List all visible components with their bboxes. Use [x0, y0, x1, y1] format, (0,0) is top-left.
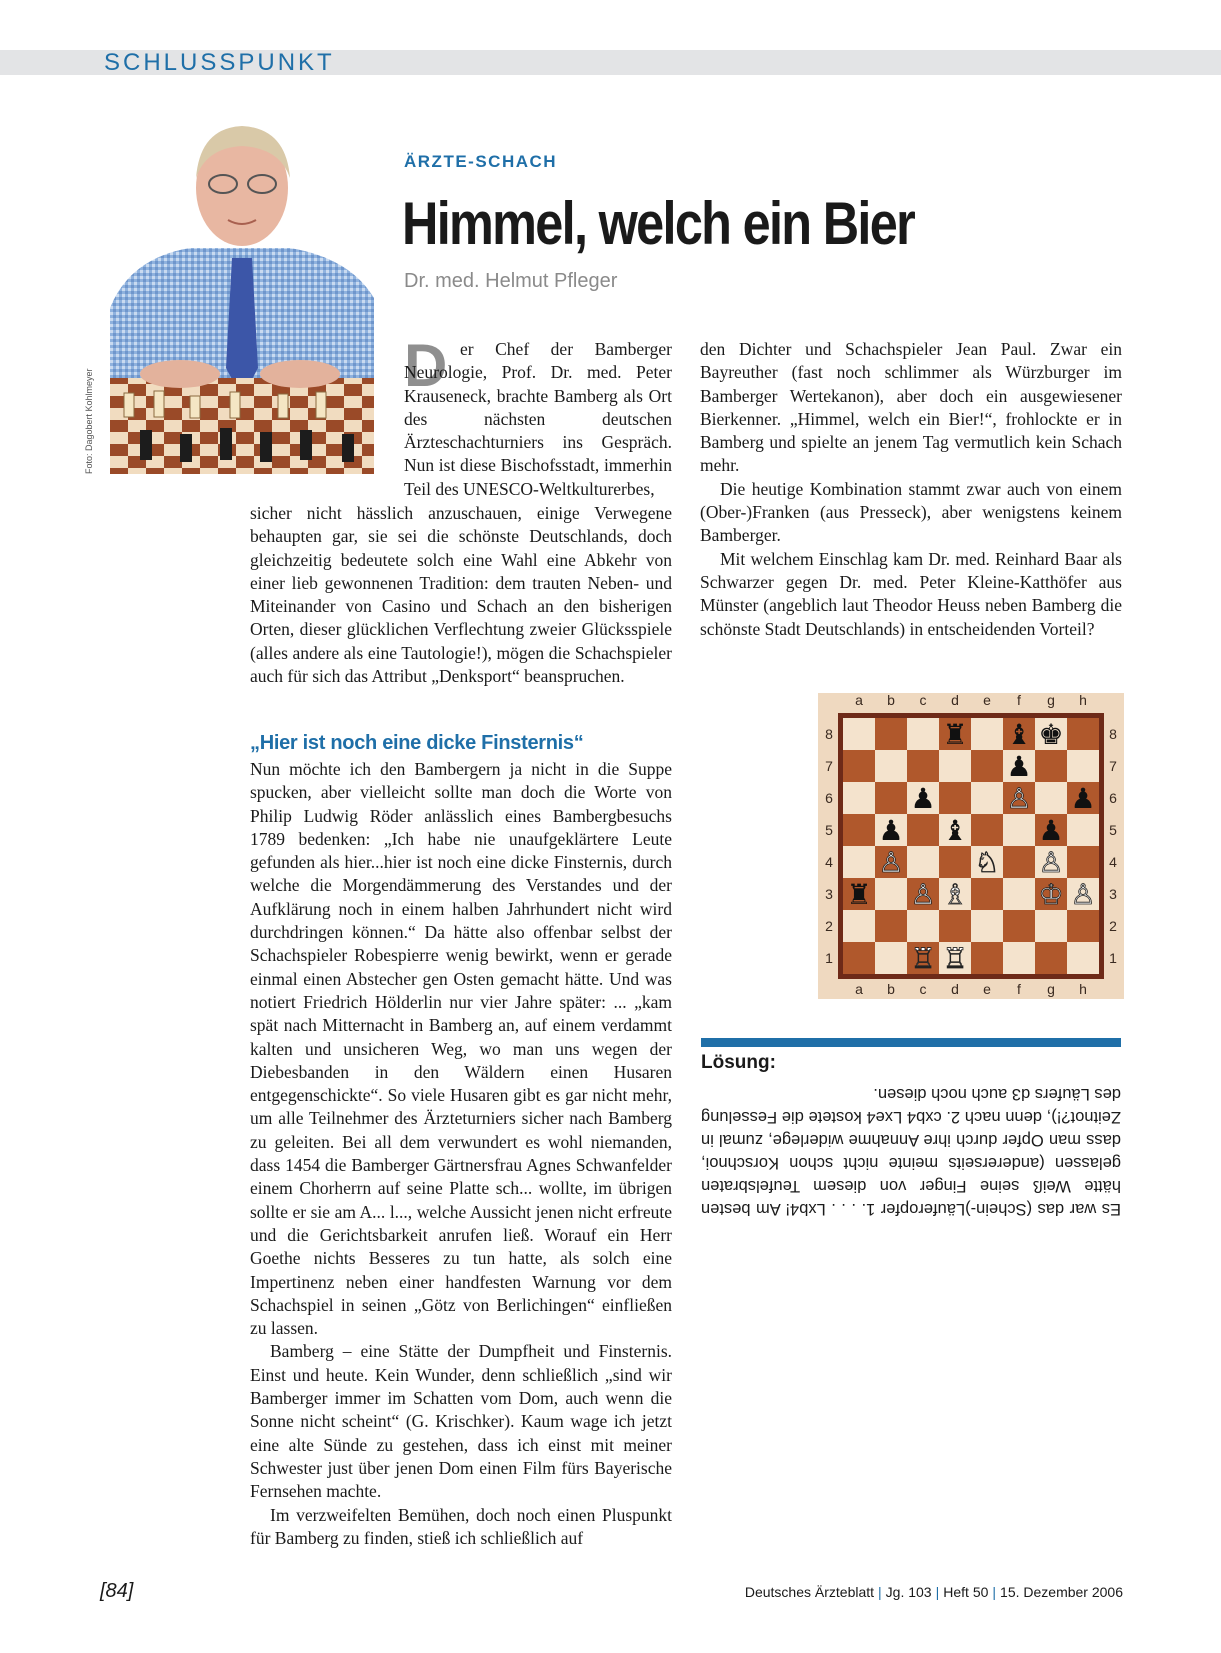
col2-paragraph-2: Die heutige Kombination stammt zwar auch von einem (Ober-)Franken (aus Presseck), aber wenigstens keinem Bamberger.: [700, 478, 1122, 546]
file-label: d: [951, 981, 959, 997]
board-square: [843, 846, 875, 878]
file-label: a: [855, 693, 863, 708]
board-square: [843, 782, 875, 814]
paragraph-4: Im verzweifelten Bemühen, doch noch einen Pluspunkt für Bamberg zu finden, stieß ich schließlich auf: [250, 1504, 672, 1548]
board-square: [971, 942, 1003, 974]
rank-label: 3: [825, 886, 833, 902]
file-label: f: [1017, 693, 1021, 708]
chess-piece-f8: ♝: [1006, 718, 1032, 751]
board-square: [1067, 750, 1099, 782]
file-label: c: [919, 693, 927, 708]
chess-piece-f6: ♙: [1006, 782, 1032, 815]
rank-label: 2: [825, 918, 833, 934]
board-square: [1067, 718, 1099, 750]
paragraph-3: Bamberg – eine Stätte der Dumpfheit und Finsternis. Einst und heute. Kein Wunder, denn schließlich „sind wir Bamberger immer im Schatten vom Dom, auch wenn die Sonne nicht scheint“ (G. Krischker). Kaum wage ich jetzt eine alte Sünde zu gestehen, dass ich einst mit meiner Schwester just über jenen Dom einen Film fürs Bayerische Fernsehen machte.: [250, 1341, 672, 1502]
solution-bar: [701, 1038, 1121, 1047]
board-square: [875, 782, 907, 814]
journal-volume: Jg. 103: [885, 1584, 932, 1600]
chess-piece-g4: ♙: [1038, 846, 1064, 879]
journal-date: 15. Dezember 2006: [1000, 1584, 1123, 1600]
chess-piece-d5: ♝: [942, 814, 968, 847]
board-square: [875, 750, 907, 782]
chess-piece-g8: ♚: [1038, 718, 1064, 751]
file-label: g: [1047, 981, 1055, 997]
intro-column-wide: [250, 502, 672, 688]
board-square: [1003, 878, 1035, 910]
board-square: [1067, 910, 1099, 942]
chess-piece-d1: ♖: [942, 942, 968, 975]
file-label: f: [1017, 981, 1021, 997]
rank-label: 7: [1109, 758, 1117, 774]
chess-piece-d8: ♜: [942, 718, 968, 751]
board-square: [1003, 846, 1035, 878]
board-square: [843, 718, 875, 750]
section-title: SCHLUSSPUNKT: [104, 49, 335, 76]
board-square: [875, 878, 907, 910]
chess-piece-h3: ♙: [1070, 878, 1096, 911]
board-square: [843, 942, 875, 974]
board-square: [971, 910, 1003, 942]
rank-label: 1: [1109, 950, 1117, 966]
rank-label: 6: [1109, 790, 1117, 806]
chess-diagram: [818, 693, 1124, 999]
file-label: g: [1047, 693, 1055, 708]
chess-piece-b4: ♙: [878, 846, 904, 879]
chess-piece-g5: ♟: [1038, 814, 1064, 847]
photo-credit: Foto: Dagobert Kohlmeyer: [84, 368, 94, 474]
board-square: [971, 878, 1003, 910]
board-square: [939, 910, 971, 942]
board-square: [907, 846, 939, 878]
chess-piece-c3: ♙: [910, 878, 936, 911]
chess-piece-g3: ♔: [1038, 878, 1064, 911]
rank-label: 5: [825, 822, 833, 838]
article-title: Himmel, welch ein Bier: [402, 190, 915, 257]
rank-label: 4: [1109, 854, 1117, 870]
board-square: [1003, 910, 1035, 942]
board-square: [1067, 942, 1099, 974]
rank-label: 1: [825, 950, 833, 966]
body-column-2: [700, 338, 1122, 641]
chess-piece-a3: ♜: [846, 878, 872, 911]
page-number: [84]: [100, 1580, 134, 1602]
rank-label: 3: [1109, 886, 1117, 902]
body-column-1: [250, 758, 672, 1550]
col2-paragraph-3: Mit welchem Einschlag kam Dr. med. Reinhard Baar als Schwarzer gegen Dr. med. Peter Kleine-Katthöfer aus Münster (angeblich laut Theodor Heuss neben Bamberg die schönste Stadt Deutschlands) in entscheidenden Vorteil?: [700, 548, 1122, 639]
intro-column-narrow: [404, 332, 672, 501]
board-square: [875, 718, 907, 750]
journal-issue: Heft 50: [943, 1584, 989, 1600]
article-kicker: ÄRZTE-SCHACH: [404, 152, 558, 171]
file-label: h: [1079, 693, 1087, 708]
board-square: [907, 750, 939, 782]
solution-text-upside-down: [701, 1082, 1121, 1220]
chess-piece-c1: ♖: [910, 942, 936, 975]
board-square: [971, 782, 1003, 814]
board-square: [971, 718, 1003, 750]
board-square: [843, 750, 875, 782]
board-square: [907, 910, 939, 942]
col2-paragraph-1: den Dichter und Schachspieler Jean Paul. Zwar ein Bayreuther (fast noch schlimmer als Würzburger im Bamberger Wertekanon), aber doch ein ausgewiesener Bierkenner. „Himmel, welch ein Bier!“, frohlockte er in Bamberg und spielte an jenem Tag vermutlich kein Schach mehr.: [700, 339, 1122, 476]
board-square: [1035, 910, 1067, 942]
intro-lines: er Chef der Bamberger Neurologie, Prof. Dr. med. Peter Krauseneck, brachte Bamberg als Ort des nächsten deutschen Ärzteschachturniers ins Gespräch. Nun ist diese Bischofsstadt, immerhin Teil des UNESCO-Weltkulturerbes,: [404, 339, 672, 499]
file-label: h: [1079, 981, 1087, 997]
rank-label: 2: [1109, 918, 1117, 934]
board-square: [939, 782, 971, 814]
intro-rest: sicher nicht hässlich anzuschauen, einige Verwegene behaupten gar, sie sei die schönste Deutschlands, doch gleichzeitig bedeutete solch eine Wahl eine Abkehr von einer lieb gewonnenen Tradition: dem trauten Neben- und Miteinander von Casino und Schach an den bisherigen Orten, dieser glücklichen Verflechtung zweier Glücksspiele (alles andere als eine Tautologie!), mögen die Schachspieler auch für sich das Attribut „Denksport“ beanspruchen.: [250, 503, 672, 687]
board-square: [939, 846, 971, 878]
chess-piece-f7: ♟: [1006, 750, 1032, 783]
file-label: d: [951, 693, 959, 708]
rank-label: 8: [825, 726, 833, 742]
board-square: [907, 718, 939, 750]
rank-label: 8: [1109, 726, 1117, 742]
file-label: c: [919, 981, 927, 997]
board-square: [971, 750, 1003, 782]
chess-piece-d3: ♗: [942, 878, 968, 911]
board-square: [971, 814, 1003, 846]
board-square: [1067, 814, 1099, 846]
board-square: [1003, 942, 1035, 974]
file-label: a: [855, 981, 863, 997]
chess-piece-c6: ♟: [910, 782, 936, 815]
board-square: [907, 814, 939, 846]
board-square: [939, 750, 971, 782]
board-square: [843, 814, 875, 846]
subheading: „Hier ist noch eine dicke Finsternis“: [250, 732, 584, 754]
drop-cap: D: [404, 332, 448, 399]
article-author: Dr. med. Helmut Pfleger: [404, 270, 618, 292]
chess-piece-h6: ♟: [1070, 782, 1096, 815]
file-label: e: [983, 693, 991, 708]
board-square: [875, 910, 907, 942]
board-square: [1035, 942, 1067, 974]
board-square: [875, 942, 907, 974]
paragraph-2: Nun möchte ich den Bambergern ja nicht in die Suppe spucken, aber vielleicht sollte man doch die Worte von Philip Ludwig Röder anlässlich eines Bambergbesuchs 1789 bedenken: „Ich habe nie unaufgeklärtere Leute gefunden als hier...hier ist noch eine dicke Finsternis, durch welche die Morgendämmerung des Verstandes und der Aufklärung noch in einem halben Jahrhundert nicht wird durchdringen können.“ Da hätte also offenbar selbst der Schachspieler Robespierre wenig bewirkt, wenn er gerade einmal einen Abstecher gen Osten gemacht hätte. Und was notiert Friedrich Hölderlin nur vier Jahre später: ... „kam spät nach Mitternacht in Bamberg an, auf einem verdammt kalten und unsicheren Weg, wo man uns wegen der Diebesbanden in den Wäldern einen Husaren entgegenschickte“. So viele Husaren gibt es gar nicht mehr, um alle Teilnehmer des Ärzteturniers sicher nach Bamberg zu geleiten. Bei all dem verwundert es wohl niemanden, dass 1454 die Bamberger Gärtnersfrau Agnes Schwanfelder einem Chorherrn auf seine Platte sch... wollte, im übrigen sollte er sie am A... l..., welche Aussicht jenen nicht erfreute und die Gerichtsbarkeit anrufen ließ. Worauf ein Herr Goethe nichts Besseres zu tun hatte, als solch eine Impertinenz neben einer handfesten Warnung vor dem Schachspiel in seinen „Götz von Berlichingen“ einfließen zu lassen.: [250, 759, 672, 1339]
board-square: [1035, 750, 1067, 782]
solution-text: Es war das (Schein-)Läuferopfer 1. . . . Lxb4! Am besten hätte Weiß seine Finger von diesem Teufelsbraten gelassen (andererseits meinte nicht schon Korschnoi, dass man Opfer durch ihre Annahme widerlege, zumal in Zeitnot?!), denn nach 2. cxb4 Lxe4 kostete die Fesselung des Läufers d3 auch noch diesen.: [701, 1085, 1121, 1218]
journal-name: Deutsches Ärzteblatt: [744, 1584, 875, 1600]
solution-label: Lösung:: [701, 1052, 776, 1073]
chess-piece-e4: ♘: [974, 846, 1000, 879]
file-label: b: [887, 981, 895, 997]
file-label: e: [983, 981, 991, 997]
author-photo: [110, 108, 374, 474]
board-square: [1003, 814, 1035, 846]
rank-label: 6: [825, 790, 833, 806]
board-square: [1035, 782, 1067, 814]
chess-piece-b5: ♟: [878, 814, 904, 847]
board-square: [1067, 846, 1099, 878]
footer-citation: Deutsches Ärzteblatt | Jg. 103 | Heft 50 | 15. Dezember 2006: [744, 1584, 1123, 1600]
file-label: b: [887, 693, 895, 708]
rank-label: 7: [825, 758, 833, 774]
rank-label: 5: [1109, 822, 1117, 838]
rank-label: 4: [825, 854, 833, 870]
board-square: [843, 910, 875, 942]
